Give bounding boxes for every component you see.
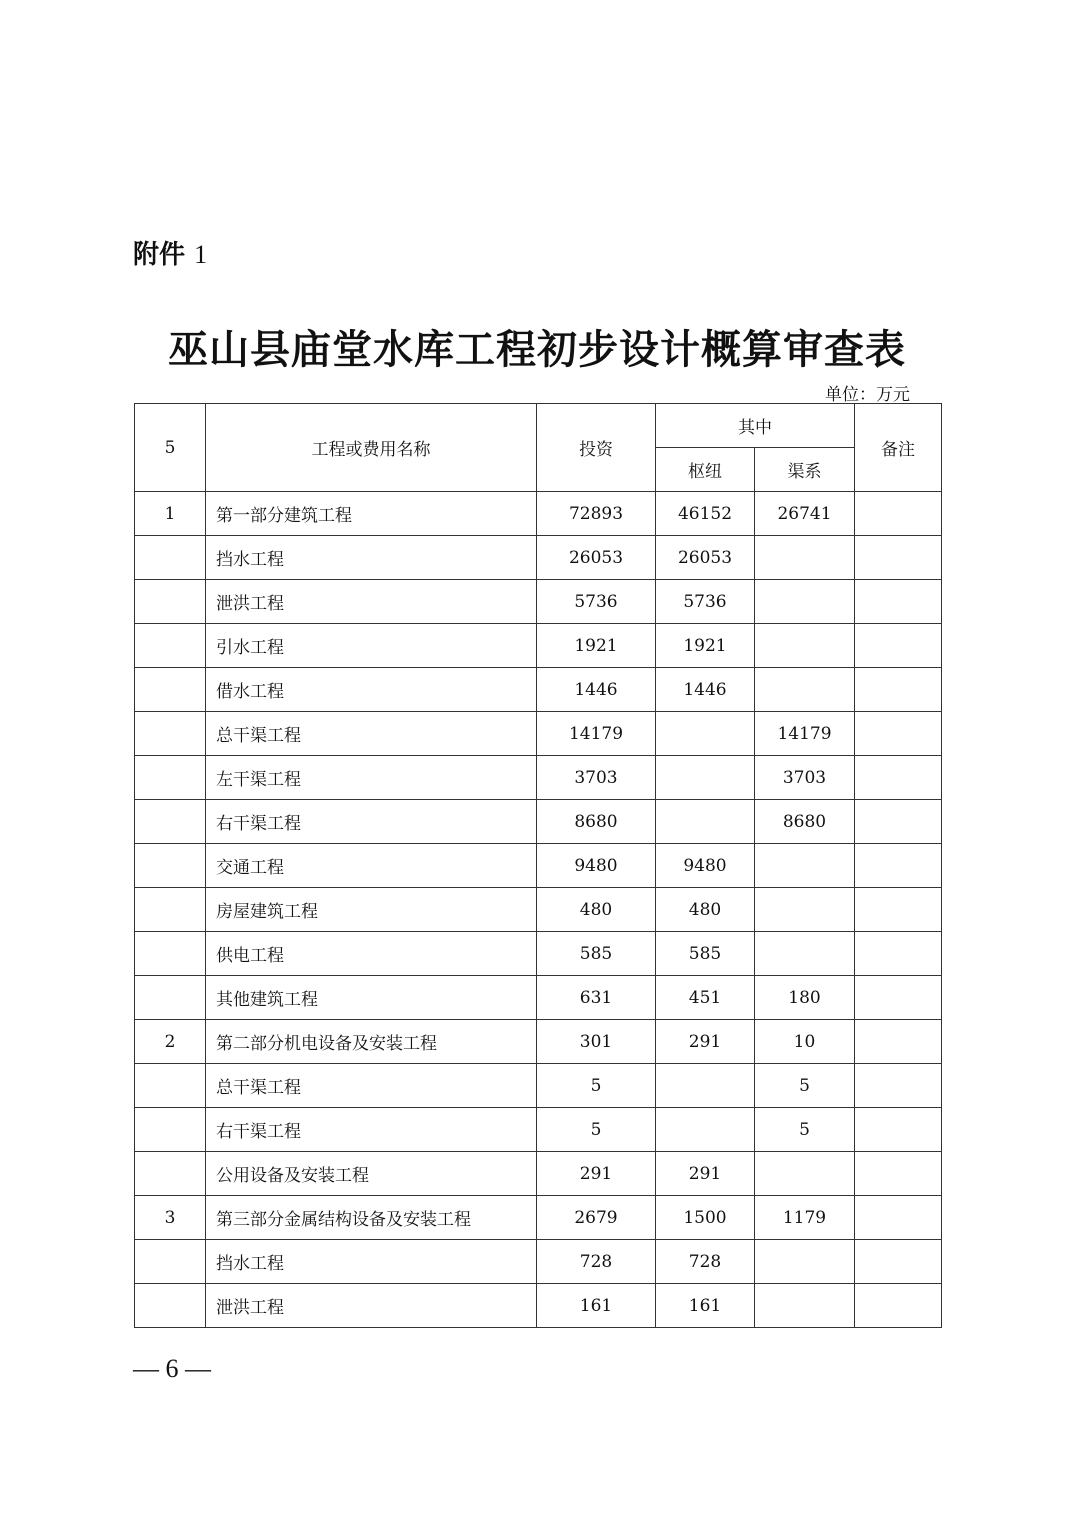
cell-remark bbox=[855, 800, 942, 844]
cell-remark bbox=[855, 1020, 942, 1064]
cell-canal bbox=[755, 536, 855, 580]
table-row bbox=[135, 976, 942, 1020]
cell-canal: 3703 bbox=[755, 756, 855, 800]
cell-investment: 9480 bbox=[537, 844, 656, 888]
cell-name: 挡水工程 bbox=[206, 536, 537, 580]
table-row bbox=[135, 800, 942, 844]
cell-investment: 72893 bbox=[537, 492, 656, 536]
cell-investment: 301 bbox=[537, 1020, 656, 1064]
cell-remark bbox=[855, 712, 942, 756]
cell-name: 引水工程 bbox=[206, 624, 537, 668]
cell-remark bbox=[855, 1196, 942, 1240]
header-hub: 枢纽 bbox=[656, 448, 755, 492]
cell-seq bbox=[135, 932, 206, 976]
cell-name: 挡水工程 bbox=[206, 1240, 537, 1284]
cell-remark bbox=[855, 1284, 942, 1328]
cell-hub: 46152 bbox=[656, 492, 755, 536]
cell-name: 公用设备及安装工程 bbox=[206, 1152, 537, 1196]
header-seq: 5 bbox=[135, 404, 206, 492]
cell-canal bbox=[755, 1240, 855, 1284]
cell-hub bbox=[656, 756, 755, 800]
cell-hub: 291 bbox=[656, 1152, 755, 1196]
cell-canal: 5 bbox=[755, 1064, 855, 1108]
cell-seq bbox=[135, 624, 206, 668]
cell-remark bbox=[855, 1240, 942, 1284]
header-name: 工程或费用名称 bbox=[206, 404, 537, 492]
attachment-text: 附件 bbox=[133, 240, 186, 270]
table-row bbox=[135, 1064, 942, 1108]
cell-seq bbox=[135, 1108, 206, 1152]
budget-table bbox=[134, 403, 942, 1328]
cell-hub: 480 bbox=[656, 888, 755, 932]
table-row bbox=[135, 756, 942, 800]
cell-seq bbox=[135, 1152, 206, 1196]
cell-investment: 480 bbox=[537, 888, 656, 932]
attachment-number: 1 bbox=[194, 240, 208, 269]
cell-name: 泄洪工程 bbox=[206, 580, 537, 624]
cell-investment: 8680 bbox=[537, 800, 656, 844]
header-investment: 投资 bbox=[537, 404, 656, 492]
cell-hub: 9480 bbox=[656, 844, 755, 888]
cell-seq bbox=[135, 888, 206, 932]
cell-hub: 585 bbox=[656, 932, 755, 976]
cell-remark bbox=[855, 536, 942, 580]
table-row bbox=[135, 536, 942, 580]
cell-remark bbox=[855, 668, 942, 712]
table-row bbox=[135, 1240, 942, 1284]
cell-seq bbox=[135, 1240, 206, 1284]
cell-remark bbox=[855, 888, 942, 932]
cell-investment: 585 bbox=[537, 932, 656, 976]
cell-remark bbox=[855, 624, 942, 668]
cell-canal bbox=[755, 580, 855, 624]
cell-seq: 1 bbox=[135, 492, 206, 536]
table-row bbox=[135, 712, 942, 756]
cell-seq bbox=[135, 1064, 206, 1108]
cell-name: 第二部分机电设备及安装工程 bbox=[206, 1020, 537, 1064]
cell-seq bbox=[135, 668, 206, 712]
cell-seq bbox=[135, 800, 206, 844]
table-row bbox=[135, 932, 942, 976]
cell-investment: 2679 bbox=[537, 1196, 656, 1240]
table-row bbox=[135, 624, 942, 668]
table-row bbox=[135, 844, 942, 888]
table-row bbox=[135, 580, 942, 624]
cell-remark bbox=[855, 932, 942, 976]
cell-hub: 1446 bbox=[656, 668, 755, 712]
cell-investment: 5 bbox=[537, 1108, 656, 1152]
cell-hub bbox=[656, 1064, 755, 1108]
table-row bbox=[135, 1152, 942, 1196]
cell-investment: 5736 bbox=[537, 580, 656, 624]
cell-investment: 1446 bbox=[537, 668, 656, 712]
page-number: — 6 — bbox=[133, 1354, 211, 1383]
cell-hub: 161 bbox=[656, 1284, 755, 1328]
cell-name: 总干渠工程 bbox=[206, 712, 537, 756]
cell-seq bbox=[135, 580, 206, 624]
cell-canal bbox=[755, 932, 855, 976]
cell-investment: 631 bbox=[537, 976, 656, 1020]
cell-seq bbox=[135, 756, 206, 800]
cell-name: 借水工程 bbox=[206, 668, 537, 712]
cell-investment: 14179 bbox=[537, 712, 656, 756]
cell-name: 第一部分建筑工程 bbox=[206, 492, 537, 536]
header-remark: 备注 bbox=[855, 404, 942, 492]
cell-name: 其他建筑工程 bbox=[206, 976, 537, 1020]
cell-name: 房屋建筑工程 bbox=[206, 888, 537, 932]
cell-name: 泄洪工程 bbox=[206, 1284, 537, 1328]
document-title: 巫山县庙堂水库工程初步设计概算审查表 bbox=[168, 326, 906, 373]
cell-seq bbox=[135, 844, 206, 888]
cell-remark bbox=[855, 492, 942, 536]
header-canal: 渠系 bbox=[755, 448, 855, 492]
table-row bbox=[135, 888, 942, 932]
cell-hub bbox=[656, 800, 755, 844]
cell-canal bbox=[755, 668, 855, 712]
cell-seq: 2 bbox=[135, 1020, 206, 1064]
table-row bbox=[135, 1108, 942, 1152]
cell-hub: 291 bbox=[656, 1020, 755, 1064]
cell-name: 左干渠工程 bbox=[206, 756, 537, 800]
cell-hub: 728 bbox=[656, 1240, 755, 1284]
cell-hub: 1921 bbox=[656, 624, 755, 668]
table-row bbox=[135, 492, 942, 536]
header-row bbox=[135, 404, 942, 448]
cell-seq bbox=[135, 1284, 206, 1328]
cell-hub bbox=[656, 712, 755, 756]
table-row bbox=[135, 1284, 942, 1328]
cell-canal bbox=[755, 1152, 855, 1196]
cell-canal: 14179 bbox=[755, 712, 855, 756]
unit-label: 单位：万元 bbox=[825, 385, 910, 405]
cell-remark bbox=[855, 844, 942, 888]
cell-seq bbox=[135, 712, 206, 756]
cell-investment: 5 bbox=[537, 1064, 656, 1108]
cell-remark bbox=[855, 756, 942, 800]
cell-canal bbox=[755, 624, 855, 668]
cell-investment: 728 bbox=[537, 1240, 656, 1284]
cell-canal: 8680 bbox=[755, 800, 855, 844]
cell-seq: 3 bbox=[135, 1196, 206, 1240]
cell-remark bbox=[855, 1064, 942, 1108]
table-row bbox=[135, 1196, 942, 1240]
cell-seq bbox=[135, 976, 206, 1020]
table-row bbox=[135, 1020, 942, 1064]
cell-hub: 451 bbox=[656, 976, 755, 1020]
cell-remark bbox=[855, 580, 942, 624]
cell-canal: 10 bbox=[755, 1020, 855, 1064]
cell-remark bbox=[855, 976, 942, 1020]
cell-name: 供电工程 bbox=[206, 932, 537, 976]
cell-canal: 1179 bbox=[755, 1196, 855, 1240]
cell-canal bbox=[755, 844, 855, 888]
cell-canal bbox=[755, 888, 855, 932]
cell-name: 右干渠工程 bbox=[206, 1108, 537, 1152]
cell-name: 右干渠工程 bbox=[206, 800, 537, 844]
cell-investment: 1921 bbox=[537, 624, 656, 668]
cell-remark bbox=[855, 1152, 942, 1196]
cell-seq bbox=[135, 536, 206, 580]
cell-hub: 5736 bbox=[656, 580, 755, 624]
table-row bbox=[135, 668, 942, 712]
cell-canal: 26741 bbox=[755, 492, 855, 536]
cell-hub: 26053 bbox=[656, 536, 755, 580]
cell-investment: 161 bbox=[537, 1284, 656, 1328]
cell-hub: 1500 bbox=[656, 1196, 755, 1240]
attachment-label bbox=[133, 234, 207, 271]
cell-name: 交通工程 bbox=[206, 844, 537, 888]
header-of-which: 其中 bbox=[656, 404, 855, 448]
cell-investment: 3703 bbox=[537, 756, 656, 800]
cell-name: 第三部分金属结构设备及安装工程 bbox=[206, 1196, 537, 1240]
cell-name: 总干渠工程 bbox=[206, 1064, 537, 1108]
cell-investment: 291 bbox=[537, 1152, 656, 1196]
cell-canal bbox=[755, 1284, 855, 1328]
cell-canal: 5 bbox=[755, 1108, 855, 1152]
cell-canal: 180 bbox=[755, 976, 855, 1020]
cell-investment: 26053 bbox=[537, 536, 656, 580]
cell-remark bbox=[855, 1108, 942, 1152]
cell-hub bbox=[656, 1108, 755, 1152]
